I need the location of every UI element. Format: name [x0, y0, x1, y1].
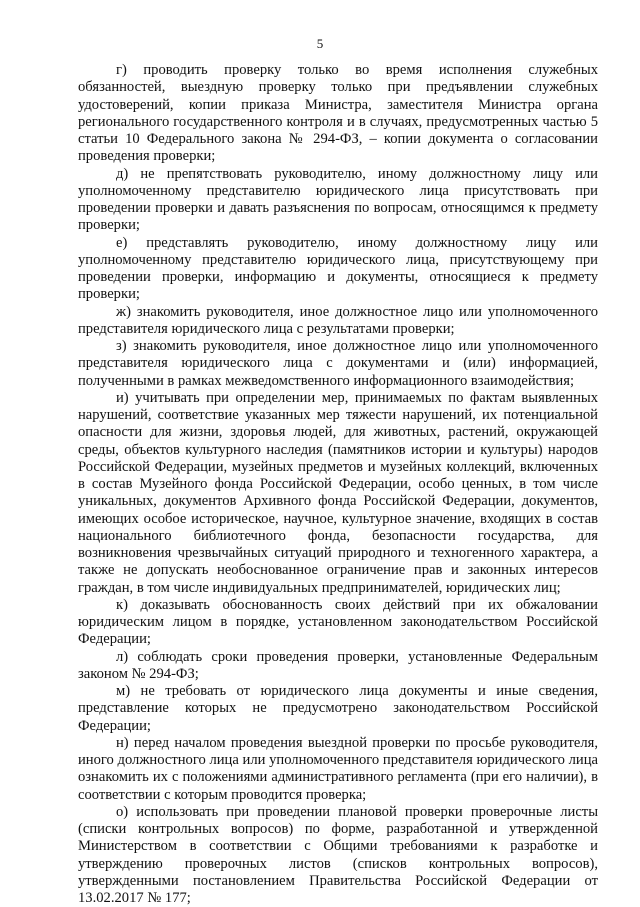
paragraph-zh: ж) знакомить руководителя, иное должностное лицо или уполномоченного представителя юридического лица с результатами проверки; — [78, 303, 598, 337]
paragraph-k: к) доказывать обоснованность своих действий при их обжаловании юридическим лицом в порядке, установленном законодательством Российской Федерации; — [78, 596, 598, 648]
document-body — [78, 62, 598, 907]
paragraph-n: н) перед началом проведения выездной проверки по просьбе руководителя, иного должностного лица или уполномоченного представителя юридического лица ознакомить их с положениями административного регламента (при его наличии), в соответствии с которым проводится проверка; — [78, 734, 598, 803]
page-number: 5 — [316, 36, 324, 51]
paragraph-e: е) представлять руководителю, иному должностному лицу или уполномоченному представителю юридического лица, присутствующему при проведении проверки, информацию и документы, относящиеся к предмету проверки; — [78, 234, 598, 303]
paragraph-l: л) соблюдать сроки проведения проверки, установленные Федеральным законом № 294-ФЗ; — [78, 648, 598, 682]
paragraph-d: д) не препятствовать руководителю, иному должностному лицу или уполномоченному представителю юридического лица присутствовать при проведении проверки и давать разъяснения по вопросам, относящимся к предмету проверки; — [78, 165, 598, 234]
paragraph-o: о) использовать при проведении плановой проверки проверочные листы (списки контрольных вопросов) по форме, разработанной и утвержденной Министерством в соответствии с Общими требованиями к разработке и утверждению проверочных листов (списков контрольных вопросов), утвержденными постановлением Правительства Российской Федерации от 13.02.2017 № 177; — [78, 803, 598, 906]
paragraph-i: и) учитывать при определении мер, принимаемых по фактам выявленных нарушений, соответствие указанных мер тяжести нарушений, их потенциальной опасности для жизни, здоровья людей, для животных, растений, окружающей среды, объектов культурного наследия (памятников истории и культуры) народов Российской Федерации, музейных предметов и музейных коллекций, включенных в состав Музейного фонда Российской Федерации, особо ценных, в том числе уникальных, документов Архивного фонда Российской Федерации, документов, имеющих особое историческое, научное, культурное значение, входящих в состав национального библиотечного фонда, безопасности государства, для возникновения чрезвычайных ситуаций природного и техногенного характера, а также не допускать необоснованное ограничение прав и законных интересов граждан, в том числе индивидуальных предпринимателей, юридических лиц; — [78, 389, 598, 596]
paragraph-z: з) знакомить руководителя, иное должностное лицо или уполномоченного представителя юридического лица с документами и (или) информацией, полученными в рамках межведомственного информационного взаимодействия; — [78, 338, 598, 389]
paragraph-m: м) не требовать от юридического лица документы и иные сведения, представление которых не предусмотрено законодательством Российской Федерации; — [78, 683, 598, 734]
paragraph-g: г) проводить проверку только во время исполнения служебных обязанностей, выездную проверку только при предъявлении служебных удостоверений, копии приказа Министра, заместителя Министра органа регионального государственного контроля и в случаях, предусмотренных частью 5 статьи 10 Федерального закона № 294-ФЗ, – копии документа о согласовании проведения проверки; — [78, 62, 598, 165]
